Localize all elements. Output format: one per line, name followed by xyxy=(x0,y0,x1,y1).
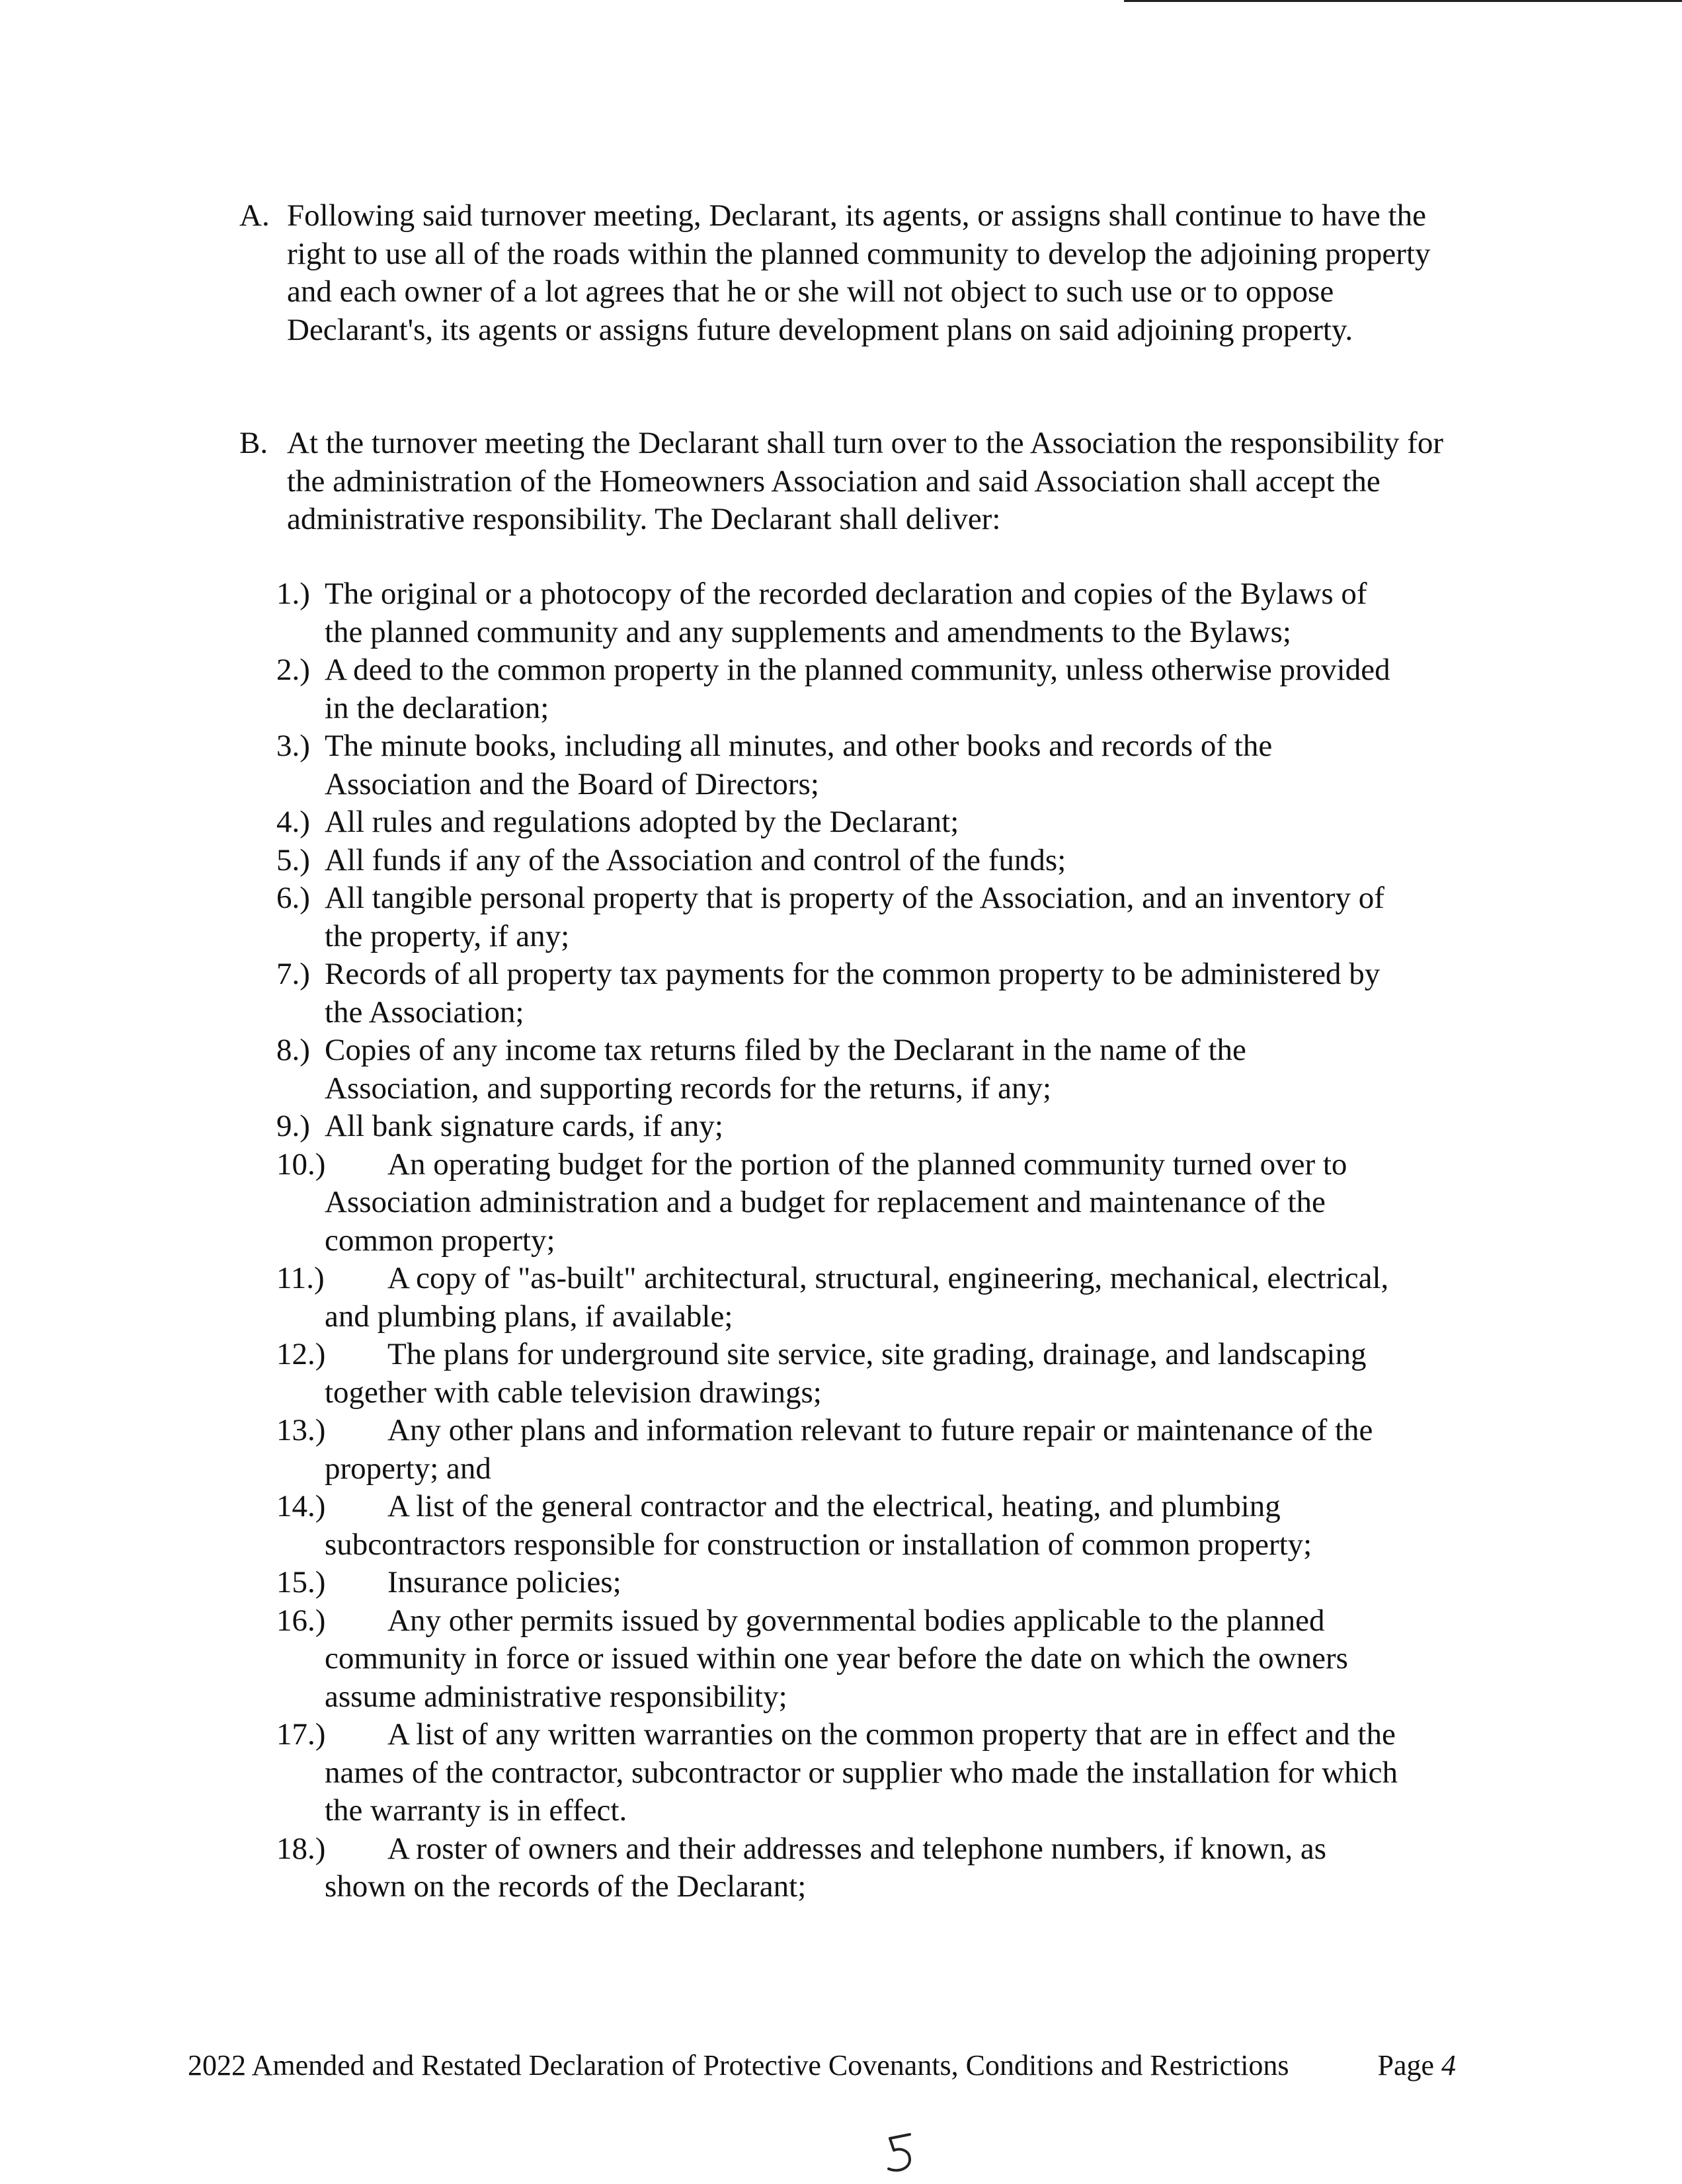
list-item-number: 13.) xyxy=(276,1413,326,1447)
list-item-text: Copies of any income tax returns filed by the Declarant in the name of the Association, and supporting records for the returns, if any; xyxy=(325,1033,1246,1106)
list-item-number: 2.) xyxy=(276,653,310,687)
paragraph-text: Following said turnover meeting, Declarant, its agents, or assigns shall continue to have the right to use all of the roads within the planned community to develop the adjoining property and each owner of a lot agrees that he or she will not object to such use or to oppose Declarant's, its agents or assigns future development plans on said adjoining property. xyxy=(287,198,1431,347)
list-item-text: All funds if any of the Association and control of the funds; xyxy=(325,842,1066,877)
list-item xyxy=(276,1716,1400,1830)
list-item-number: 9.) xyxy=(276,1109,310,1143)
list-item-text: A list of any written warranties on the common property that are in effect and the names of the contractor, subcontractor or supplier who made the installation for which the warranty is in effect. xyxy=(325,1717,1398,1828)
list-item xyxy=(276,842,1400,880)
list-item xyxy=(276,879,1400,955)
list-item-text: A deed to the common property in the planned community, unless otherwise provided in the declaration; xyxy=(325,653,1390,725)
deliverables-list xyxy=(276,575,1400,1906)
list-item-number: 17.) xyxy=(276,1717,326,1752)
list-item xyxy=(276,727,1400,803)
list-item-number: 5.) xyxy=(276,842,310,877)
list-item xyxy=(276,1031,1400,1108)
list-item-number: 1.) xyxy=(276,577,310,611)
list-item-text: A copy of "as-built" architectural, structural, engineering, mechanical, electrical, and plumbing plans, if available; xyxy=(325,1261,1389,1334)
list-item-number: 6.) xyxy=(276,881,310,915)
paragraph-text: At the turnover meeting the Declarant shall turn over to the Association the responsibility for the administration of the Homeowners Association and said Association shall accept the administrative responsibility. The Declarant shall deliver: xyxy=(287,426,1444,536)
list-item-text: Records of all property tax payments for the common property to be administered by the Association; xyxy=(325,957,1381,1030)
list-item-number: 8.) xyxy=(276,1033,310,1067)
paragraph-marker: A. xyxy=(239,198,270,233)
list-item xyxy=(276,955,1400,1031)
list-item-number: 11.) xyxy=(276,1261,325,1295)
list-item-text: The plans for underground site service, site grading, drainage, and landscaping together with cable television drawings; xyxy=(325,1337,1367,1410)
list-item-text: All tangible personal property that is property of the Association, and an inventory of the property, if any; xyxy=(325,881,1384,953)
scan-edge-line xyxy=(1124,0,1682,2)
list-item xyxy=(276,1336,1400,1412)
list-item-number: 15.) xyxy=(276,1565,326,1599)
list-item xyxy=(276,1602,1400,1717)
page-label: Page xyxy=(1377,2049,1434,2082)
list-item-number: 16.) xyxy=(276,1603,326,1638)
list-item xyxy=(276,1830,1400,1906)
list-item-number: 3.) xyxy=(276,729,310,763)
page-number xyxy=(1377,2048,1456,2083)
list-item-text: The original or a photocopy of the recorded declaration and copies of the Bylaws of the planned community and any supplements and amendments to the Bylaws; xyxy=(325,577,1367,649)
paragraph-marker: B. xyxy=(239,426,268,460)
handwritten-page-mark xyxy=(881,2130,920,2177)
list-item-text: The minute books, including all minutes, and other books and records of the Association and the Board of Directors; xyxy=(325,729,1273,801)
list-item-text: Any other permits issued by governmental bodies applicable to the planned community in force or issued within one year before the date on which the owners assume administrative responsibility; xyxy=(325,1603,1348,1714)
list-item-text: An operating budget for the portion of the planned community turned over to Association administration and a budget for replacement and maintenance of the common property; xyxy=(325,1147,1347,1258)
list-item-text: All bank signature cards, if any; xyxy=(325,1109,723,1143)
list-item xyxy=(276,575,1400,651)
list-item-text: Insurance policies; xyxy=(387,1565,621,1599)
list-item xyxy=(276,803,1400,842)
list-item xyxy=(276,1412,1400,1488)
list-item-number: 18.) xyxy=(276,1831,326,1866)
list-item-text: Any other plans and information relevant to future repair or maintenance of the property; and xyxy=(325,1413,1373,1486)
page-footer xyxy=(188,2048,1484,2083)
footer-title: 2022 Amended and Restated Declaration of Protective Covenants, Conditions and Restrictions xyxy=(188,2049,1289,2082)
list-item xyxy=(276,1564,1400,1602)
list-item-number: 10.) xyxy=(276,1147,326,1182)
list-item xyxy=(276,1260,1400,1336)
list-item-number: 4.) xyxy=(276,805,310,839)
list-item xyxy=(276,1108,1400,1146)
list-item-text: All rules and regulations adopted by the Declarant; xyxy=(325,805,959,839)
list-item-number: 12.) xyxy=(276,1337,326,1371)
list-item xyxy=(276,1146,1400,1260)
list-item-text: A list of the general contractor and the electrical, heating, and plumbing subcontractors responsible for construction or installation of common property; xyxy=(325,1489,1312,1562)
list-item-text: A roster of owners and their addresses and telephone numbers, if known, as shown on the records of the Declarant; xyxy=(325,1831,1327,1904)
page-number-value: 4 xyxy=(1441,2049,1456,2082)
list-item-number: 14.) xyxy=(276,1489,326,1523)
list-item xyxy=(276,651,1400,727)
list-item-number: 7.) xyxy=(276,957,310,991)
list-item xyxy=(276,1488,1400,1564)
